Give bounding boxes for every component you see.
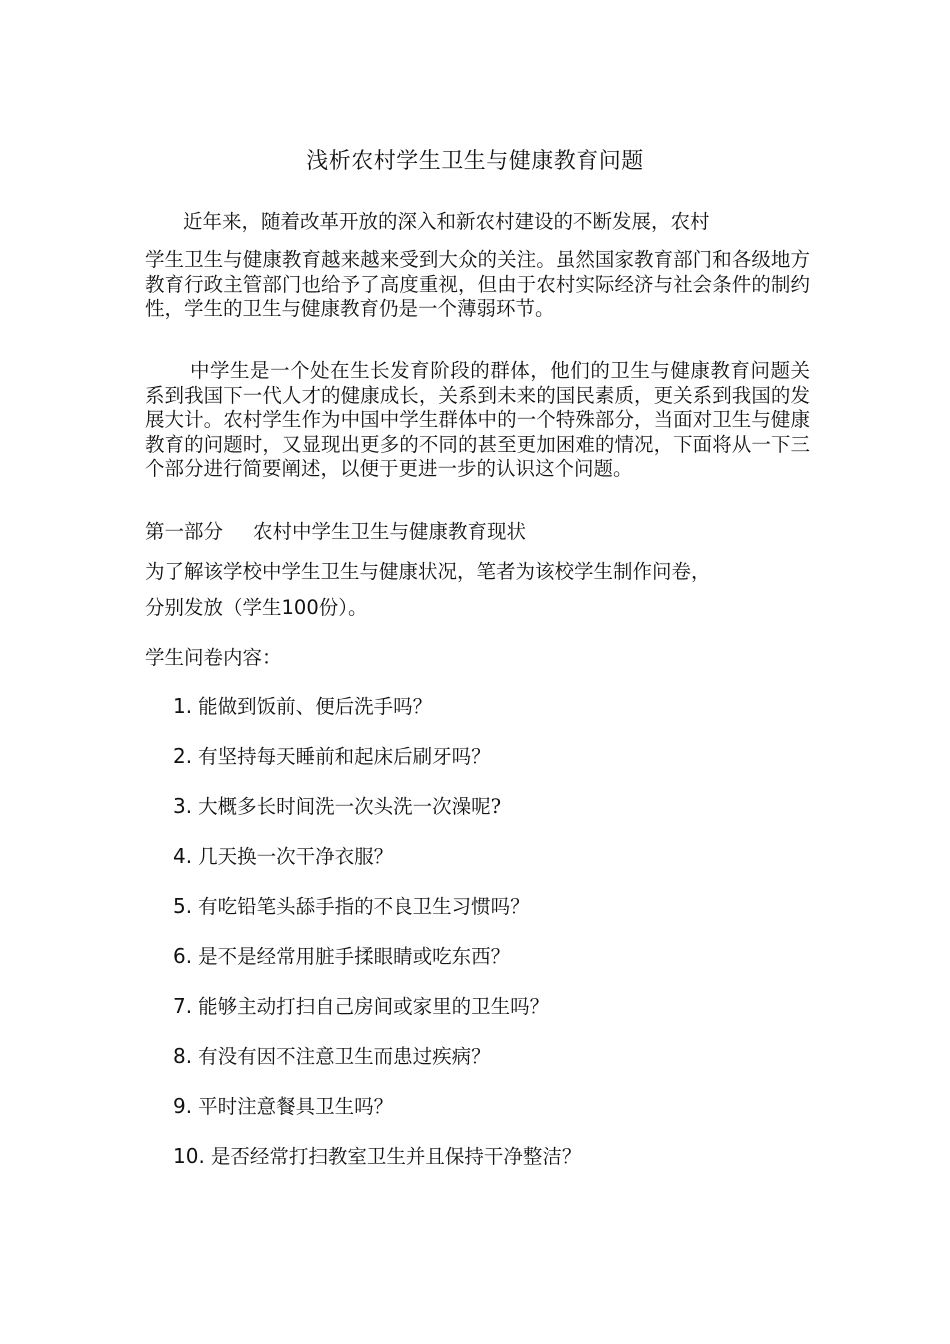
question-item	[173, 843, 393, 870]
paragraph-1-first-line: 近年来，随着改革开放的深入和新农村建设的不断发展，农村	[183, 210, 710, 233]
survey-description-line-1: 为了解该学校中学生卫生与健康状况，笔者为该校学生制作问卷，	[145, 560, 711, 583]
question-text: 有坚持每天睡前和起床后刷牙吗？	[198, 745, 491, 768]
question-item	[173, 693, 432, 720]
question-text: 有吃铅笔头舔手指的不良卫生习惯吗？	[198, 895, 530, 918]
survey-description-line-2	[145, 595, 368, 621]
question-item	[173, 1043, 491, 1070]
question-number: 9.	[173, 1094, 193, 1118]
question-number: 6.	[173, 944, 193, 968]
question-text: 能做到饭前、便后洗手吗？	[198, 695, 433, 718]
survey-line2-prefix: 分别发放（学生	[145, 596, 282, 619]
question-text: 是不是经常用脏手揉眼睛或吃东西？	[198, 945, 511, 968]
survey-student-count: 100	[281, 596, 319, 619]
question-text: 平时注意餐具卫生吗？	[198, 1095, 394, 1118]
question-number: 3.	[173, 794, 193, 818]
question-item	[173, 743, 491, 770]
question-item	[173, 943, 510, 970]
question-item	[173, 1093, 393, 1120]
question-item	[173, 993, 549, 1020]
question-number: 7.	[173, 994, 193, 1018]
paragraph-2: 中学生是一个处在生长发育阶段的群体，他们的卫生与健康教育问题关系到我国下一代人才的健康成长，关系到未来的国民素质，更关系到我国的发展大计。农村学生作为中国中学生群体中的一个特殊部分，当面对卫生与健康教育的问题时，又显现出更多的不同的甚至更加困难的情况，下面将从一下三个部分进行简要阐述，以便于更进一步的认识这个问题。	[145, 359, 810, 480]
question-number: 5.	[173, 894, 193, 918]
question-text: 是否经常打扫教室卫生并且保持干净整洁？	[210, 1145, 582, 1168]
question-text: 有没有因不注意卫生而患过疾病？	[198, 1045, 491, 1068]
question-item	[173, 893, 530, 920]
document-title: 浅析农村学生卫生与健康教育问题	[306, 149, 644, 174]
section-heading-title: 农村中学生卫生与健康教育现状	[253, 520, 527, 543]
survey-line2-suffix: 份）。	[318, 596, 368, 619]
questionnaire-label: 学生问卷内容：	[145, 646, 282, 669]
question-text: 能够主动打扫自己房间或家里的卫生吗？	[198, 995, 550, 1018]
question-text: 大概多长时间洗一次头洗一次澡呢?	[198, 795, 502, 818]
question-number: 8.	[173, 1044, 193, 1068]
section-heading-part: 第一部分	[145, 520, 224, 543]
section-heading	[145, 519, 526, 545]
paragraph-1-body: 学生卫生与健康教育越来越来受到大众的关注。虽然国家教育部门和各级地方教育行政主管部门也给予了高度重视，但由于农村实际经济与社会条件的制约性，学生的卫生与健康教育仍是一个薄弱环节。	[145, 248, 810, 320]
question-number: 2.	[173, 744, 193, 768]
question-item	[173, 793, 501, 820]
question-number: 1.	[173, 694, 193, 718]
question-item	[173, 1143, 581, 1170]
question-number: 4.	[173, 844, 193, 868]
question-text: 几天换一次干净衣服？	[198, 845, 394, 868]
question-number: 10.	[173, 1144, 205, 1168]
